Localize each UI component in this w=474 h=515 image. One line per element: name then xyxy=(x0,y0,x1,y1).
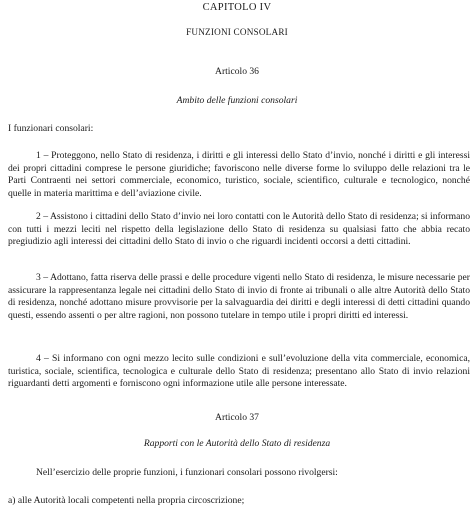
article-36-item-2: 2 – Assistono i cittadini dello Stato d’invio nei loro contatti con le Autorità dello Stato di residenza; si informano con tutti i mezzi leciti nel rispetto della legislazione dello Stato di residenza su qualsiasi fatto che abbia recato pregiudizio agli interessi dei cittadini dello Stato di invio o che riguardi incidenti occorsi a detti cittadini. xyxy=(8,211,470,248)
article-36-item-3: 3 – Adottano, fatta riserva delle prassi e delle procedure vigenti nello Stato di residenza, le misure necessarie per assicurare la rappresentanza legale nei cittadini dello Stato di invio di fronte ai tribunali o alle altre Autorità dello Stato di residenza, nonché adottano misure provvisorie per la salvaguardia dei diritti e degli interessi di detti cittadini quando questi, essendo assenti o per altre ragioni, non possono tutelare in tempo utile i propri diritti ed interessi. xyxy=(8,272,470,321)
article-37-title: Articolo 37 xyxy=(215,412,259,423)
article-37-intro: Nell’esercizio delle proprie funzioni, i funzionari consolari possono rivolgersi: xyxy=(36,467,338,478)
article-37-item-a: a) alle Autorità locali competenti nella propria circoscrizione; xyxy=(8,495,245,506)
article-36-item-4: 4 – Si informano con ogni mezzo lecito sulle condizioni e sull’evoluzione della vita commerciale, economica, turistica, sociale, scientifica, tecnologica e culturale dello Stato di residenza; presentano allo Stato di invio relazioni riguardanti detti argomenti e forniscono ogni informazione utile alle persone interessate. xyxy=(8,353,470,390)
article-36-item-1: 1 – Proteggono, nello Stato di residenza, i diritti e gli interessi dello Stato d’invio, nonché i diritti e gli interessi dei propri cittadini comprese le persone giuridiche; favoriscono nelle diverse forme lo sviluppo delle relazioni tra le Parti Contraenti nei settori commerciale, economico, turistico, sociale, scientifico, culturale e tecnologico, nonché quelle in materia marittima e dell’aviazione civile. xyxy=(8,150,470,199)
article-37-subtitle: Rapporti con le Autorità dello Stato di residenza xyxy=(143,438,331,449)
chapter-subtitle: FUNZIONI CONSOLARI xyxy=(186,27,288,37)
article-36-subtitle: Ambito delle funzioni consolari xyxy=(176,95,298,106)
chapter-title: CAPITOLO IV xyxy=(202,2,272,13)
article-36-intro: I funzionari consolari: xyxy=(8,123,94,134)
article-36-title: Articolo 36 xyxy=(215,66,259,77)
